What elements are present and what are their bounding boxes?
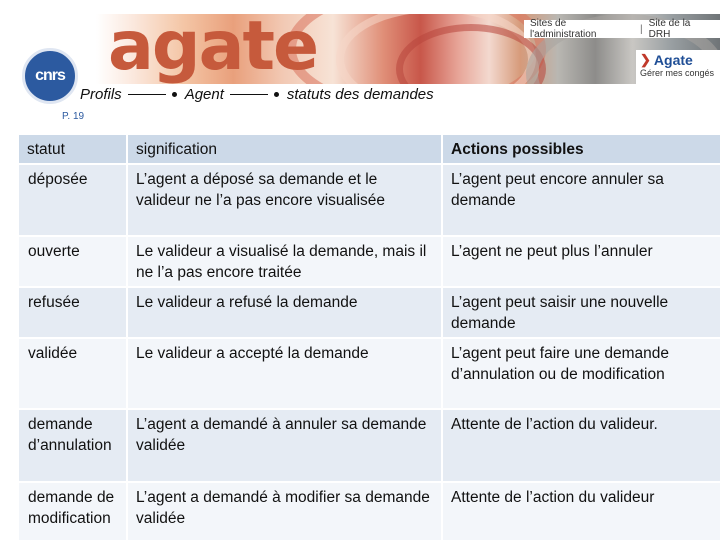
cell-signification: L’agent a demandé à modifier sa demande validée bbox=[127, 482, 442, 540]
cell-signification: Le valideur a accepté la demande bbox=[127, 338, 442, 409]
table-row bbox=[18, 409, 720, 482]
cell-signification: L’agent a demandé à annuler sa demande validée bbox=[127, 409, 442, 482]
cnrs-logo bbox=[22, 48, 78, 104]
cell-actions: L’agent peut encore annuler sa demande bbox=[442, 164, 720, 236]
cell-actions: L’agent peut faire une demande d’annulation ou de modification bbox=[442, 338, 720, 409]
cell-statut: refusée bbox=[18, 287, 127, 338]
cnrs-logo-text: cnrs bbox=[35, 67, 65, 84]
table-row bbox=[18, 338, 720, 409]
cell-signification: Le valideur a refusé la demande bbox=[127, 287, 442, 338]
cell-actions: L’agent ne peut plus l’annuler bbox=[442, 236, 720, 287]
cell-statut: déposée bbox=[18, 164, 127, 236]
breadcrumb-statuts: statuts des demandes bbox=[286, 85, 434, 103]
cell-actions: Attente de l’action du valideur bbox=[442, 482, 720, 540]
agate-brand bbox=[636, 50, 720, 84]
header-actions-possibles: Actions possibles bbox=[442, 134, 720, 164]
breadcrumb-line bbox=[230, 94, 268, 95]
cell-actions: L’agent peut saisir une nouvelle demande bbox=[442, 287, 720, 338]
table-row bbox=[18, 164, 720, 236]
breadcrumb-dot bbox=[274, 92, 279, 97]
table-row bbox=[18, 482, 720, 540]
cell-signification: Le valideur a visualisé la demande, mais il ne l’a pas encore traitée bbox=[127, 236, 442, 287]
breadcrumb-dot bbox=[172, 92, 177, 97]
breadcrumb-profils: Profils bbox=[80, 85, 122, 103]
breadcrumb-line bbox=[128, 94, 166, 95]
header-signification: signification bbox=[127, 134, 442, 164]
table-header-row bbox=[18, 134, 720, 164]
link-sites-administration[interactable]: Sites de l'administration bbox=[530, 18, 597, 40]
brand-name: Agate bbox=[653, 52, 693, 68]
breadcrumb-agent: Agent bbox=[184, 85, 224, 103]
chevron-right-icon: ❯ bbox=[640, 52, 651, 67]
cell-signification: L’agent a déposé sa demande et le valideur ne l’a pas encore visualisée bbox=[127, 164, 442, 236]
breadcrumb bbox=[80, 84, 434, 104]
table-row bbox=[18, 287, 720, 338]
brand-subtitle: Gérer mes congés bbox=[640, 68, 715, 78]
top-links bbox=[524, 20, 720, 38]
status-table bbox=[17, 133, 720, 540]
header-statut: statut bbox=[18, 134, 127, 164]
agate-logo-text: agate bbox=[108, 7, 318, 86]
page-header bbox=[0, 0, 720, 122]
cell-statut: demande de modification bbox=[18, 482, 127, 540]
link-site-drh[interactable]: Site de la DRH bbox=[648, 18, 691, 40]
link-separator: | bbox=[640, 23, 643, 35]
cell-statut: ouverte bbox=[18, 236, 127, 287]
page-number: P. 19 bbox=[62, 111, 85, 122]
table-row bbox=[18, 236, 720, 287]
cell-statut: validée bbox=[18, 338, 127, 409]
cell-actions: Attente de l’action du valideur. bbox=[442, 409, 720, 482]
cell-statut: demande d’annulation bbox=[18, 409, 127, 482]
